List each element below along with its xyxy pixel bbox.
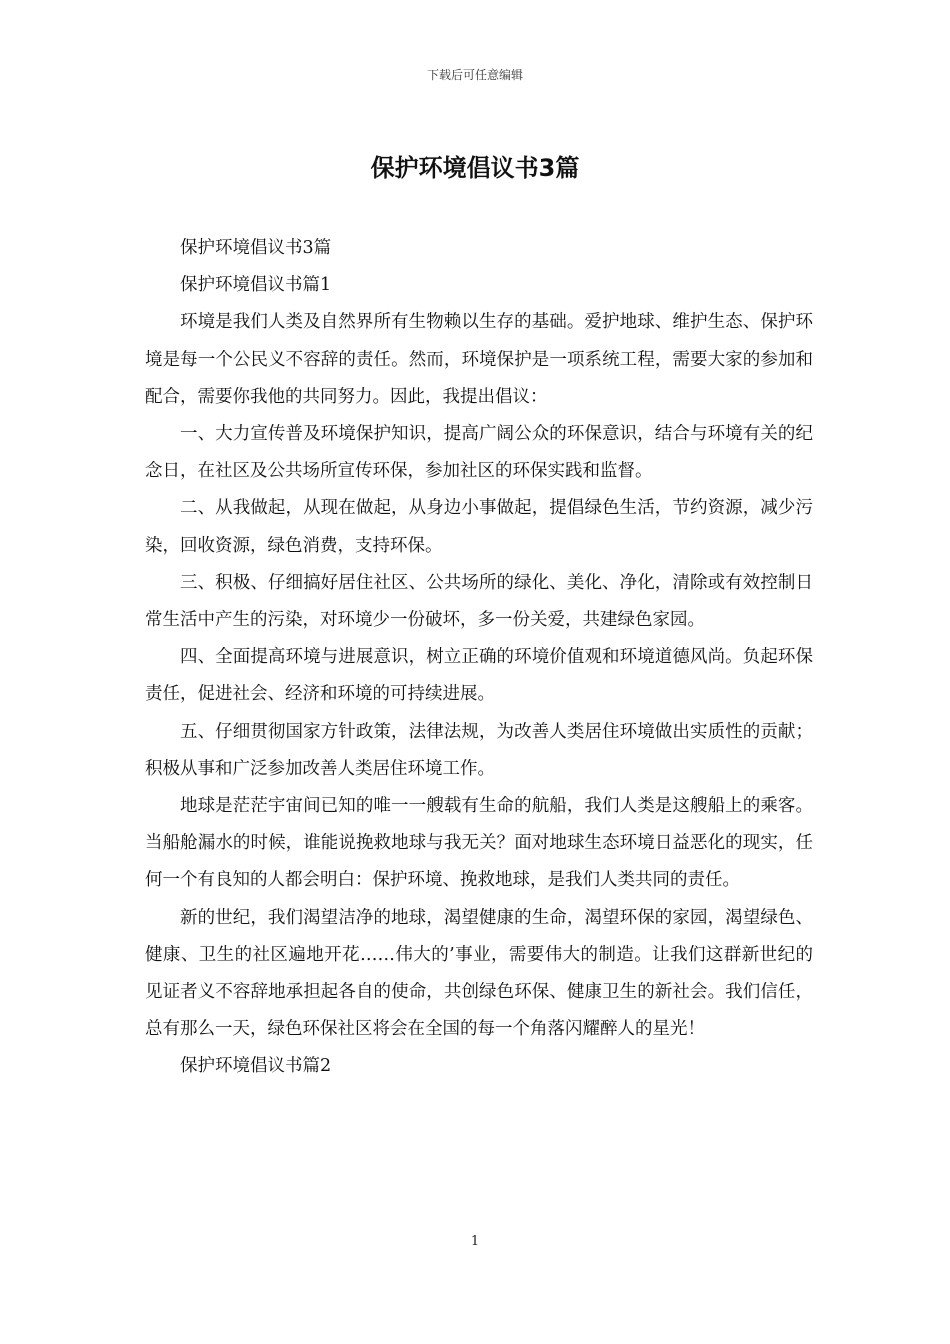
document-title: 保护环境倡议书3篇 [370, 154, 580, 182]
page-number: 1 [470, 1234, 480, 1249]
body-paragraph: 新的世纪，我们渴望洁净的地球，渴望健康的生命，渴望环保的家园，渴望绿色、健康、卫生的社区遍地开花……伟大的’事业，需要伟大的制造。让我们这群新世纪的见证者义不容辞地承担起各自的使命，共创绿色环保、健康卫生的新社会。我们信任，总有那么一天，绿色环保社区将会在全国的每一个角落闪耀醉人的星光！ [145, 907, 813, 1040]
body-paragraph: 环境是我们人类及自然界所有生物赖以生存的基础。爱护地球、维护生态、保护环境是每一个公民义不容辞的责任。然而，环境保护是一项系统工程，需要大家的参加和配合，需要你我他的共同努力。因此，我提出倡议： [145, 312, 813, 407]
proposal-item-2: 二、从我做起，从现在做起，从身边小事做起，提倡绿色生活，节约资源，减少污染，回收资源，绿色消费，支持环保。 [145, 498, 813, 556]
subtitle-line: 保护环境倡议书3篇 [180, 238, 332, 258]
section-heading-2: 保护环境倡议书篇2 [180, 1056, 332, 1077]
body-paragraph: 地球是茫茫宇宙间已知的唯一一艘载有生命的航船，我们人类是这艘船上的乘客。当船舱漏水的时候，谁能说挽救地球与我无关？面对地球生态环境日益恶化的现实，任何一个有良知的人都会明白：保护环境、挽救地球，是我们人类共同的责任。 [145, 796, 813, 891]
proposal-item-4: 四、全面提高环境与进展意识，树立正确的环境价值观和环境道德风尚。负起环保责任，促进社会、经济和环境的可持续进展。 [145, 647, 813, 705]
section-heading-1: 保护环境倡议书篇1 [180, 275, 332, 296]
proposal-item-1: 一、大力宣传普及环境保护知识，提高广阔公众的环保意识，结合与环境有关的纪念日，在社区及公共场所宣传环保，参加社区的环保实践和监督。 [145, 424, 813, 482]
proposal-item-3: 三、积极、仔细搞好居住社区、公共场所的绿化、美化、净化，清除或有效控制日常生活中产生的污染，对环境少一份破坏，多一份关爱，共建绿色家园。 [145, 572, 813, 631]
document-body [145, 230, 813, 1086]
header-note: 下载后可任意编辑 [426, 68, 523, 82]
proposal-item-5: 五、仔细贯彻国家方针政策，法律法规，为改善人类居住环境做出实质性的贡献；积极从事和广泛参加改善人类居住环境工作。 [145, 721, 813, 779]
